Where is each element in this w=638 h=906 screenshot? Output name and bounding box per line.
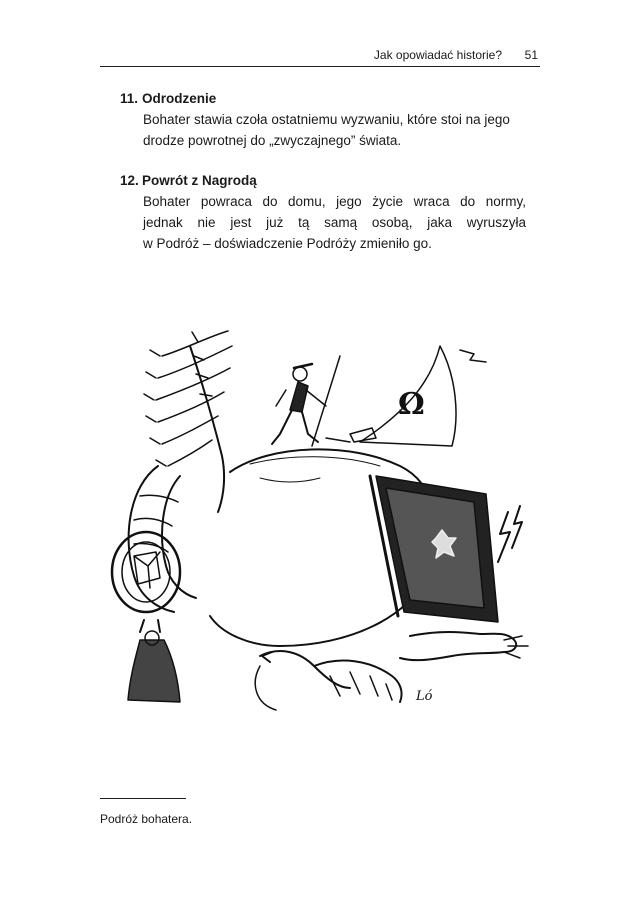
- item-line: w Podróż – doświadczenie Podróży zmieniło go.: [143, 236, 432, 251]
- horn-drawing: [112, 466, 196, 612]
- lightning-drawing: [498, 506, 522, 562]
- feather-wing-drawing: [144, 331, 232, 512]
- eagle-drawing: [255, 651, 401, 710]
- caption-rule: [100, 798, 186, 799]
- item-body: [143, 109, 526, 151]
- page-number: 51: [524, 48, 538, 62]
- running-header: [100, 46, 540, 67]
- list-item-rebirth: [120, 88, 526, 151]
- item-line: Bohater powraca do domu, jego życie wraca do normy,: [143, 194, 526, 209]
- item-heading: [120, 170, 526, 191]
- item-heading: [120, 88, 526, 109]
- item-line: Bohater stawia czoła ostatniemu wyzwaniu, które stoi na jego: [143, 112, 510, 127]
- list-item-return: [120, 170, 526, 254]
- item-number: 11.: [120, 91, 139, 106]
- book-drawing: [370, 476, 498, 622]
- hiker-figure-drawing: [272, 356, 340, 446]
- kneeling-figure-drawing: [128, 620, 180, 702]
- item-number: 12.: [120, 173, 139, 188]
- hand-drawing: [400, 632, 528, 660]
- item-line: drodze powrotnej do „zwyczajnego” świata.: [143, 133, 402, 148]
- figure-caption: Podróż bohatera.: [100, 812, 193, 826]
- running-title: Jak opowiadać historie?: [373, 48, 502, 62]
- heros-journey-illustration: [100, 316, 540, 720]
- omega-symbol: Ω: [398, 387, 425, 422]
- artist-signature: Ló: [416, 689, 433, 704]
- item-title: Powrót z Nagrodą: [142, 173, 257, 188]
- item-body: [143, 191, 526, 254]
- item-line: jednak nie jest już tą samą osobą, jaka wyruszyła: [143, 215, 526, 230]
- sail-drawing: [326, 346, 486, 446]
- item-title: Odrodzenie: [142, 91, 217, 106]
